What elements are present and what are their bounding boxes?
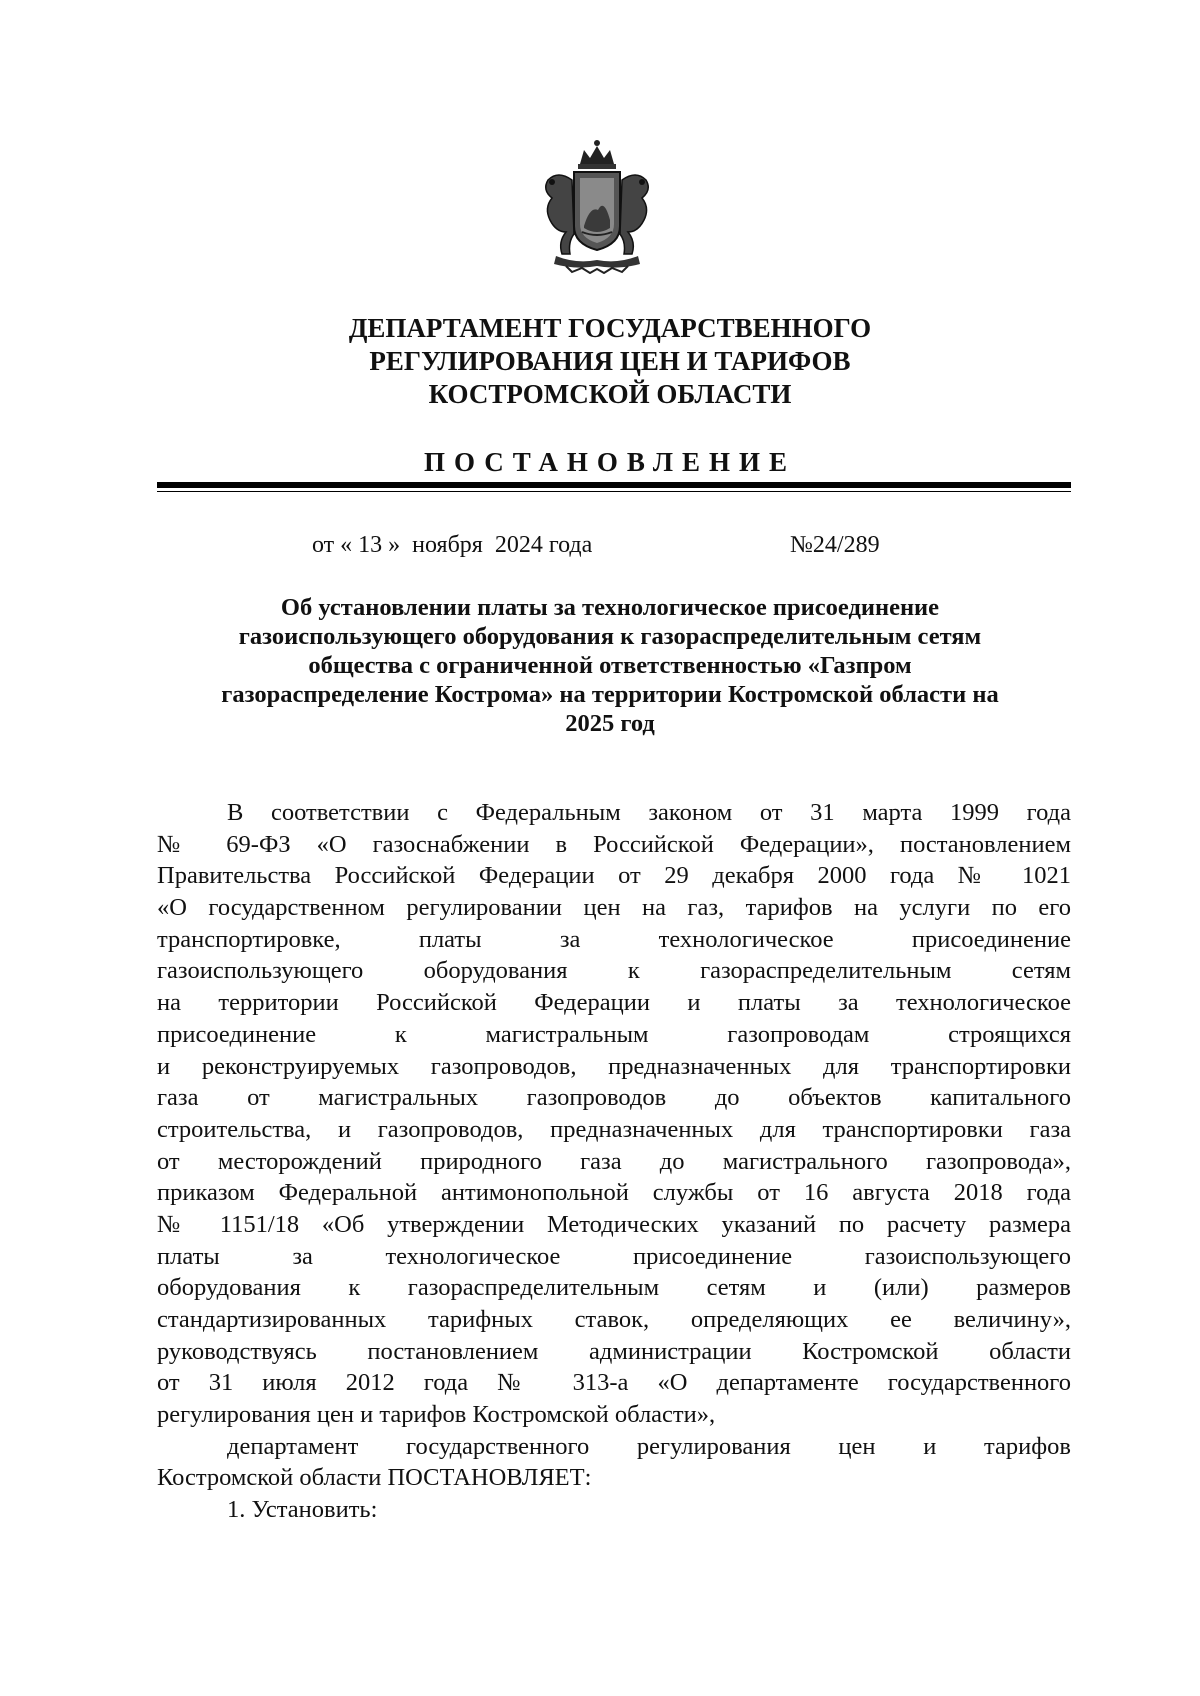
resolution-paragraph [157, 1431, 1071, 1494]
body-line: «О государственном регулировании цен на газ, тарифов на услуги по его [157, 894, 1071, 922]
document-type-heading: ПОСТАНОВЛЕНИЕ [423, 447, 797, 477]
body-line: газоиспользующего оборудования к газораспределительным сетям [157, 957, 1071, 985]
body-line: и реконструируемых газопроводов, предназначенных для транспортировки [157, 1052, 1071, 1080]
department-title-line: РЕГУЛИРОВАНИЯ ЦЕН И ТАРИФОВ [369, 346, 851, 376]
body-line: № 1151/18 «Об утверждении Методических указаний по расчету размера [157, 1210, 1071, 1238]
coat-of-arms-icon [532, 136, 662, 274]
body-line: стандартизированных тарифных ставок, определяющих ее величину», [157, 1306, 1071, 1333]
subject-line: газораспределение Кострома» на территории Костромской области на [221, 681, 999, 708]
preamble-paragraph [157, 797, 1071, 1431]
body-line: Правительства Российской Федерации от 29 декабря 2000 года № 1021 [157, 862, 1071, 890]
document-body [157, 797, 1071, 1526]
document-subject [150, 593, 1070, 738]
header-divider-thin [157, 491, 1071, 492]
department-title-line: ДЕПАРТАМЕНТ ГОСУДАРСТВЕННОГО [348, 313, 872, 343]
body-line: на территории Российской Федерации и платы за технологическое [157, 989, 1071, 1017]
body-line: транспортировке, платы за технологическое присоединение [157, 925, 1071, 953]
body-line: строительства, и газопроводов, предназначенных для транспортировки газа [157, 1115, 1071, 1143]
body-line: руководствуясь постановлением администрации Костромской области [157, 1337, 1071, 1365]
body-line: присоединение к магистральным газопроводам строящихся [157, 1020, 1071, 1048]
subject-line: Об установлении платы за технологическое присоединение [280, 594, 940, 621]
body-line: от 31 июля 2012 года № 313-а «О департаменте государственного [157, 1369, 1071, 1397]
document-number: №24/289 [790, 532, 880, 558]
body-line: департамент государственного регулирования цен и тарифов [227, 1432, 1071, 1460]
subject-line: общества с ограниченной ответственностью «Газпром [308, 652, 912, 679]
body-line: регулирования цен и тарифов Костромской области», [157, 1401, 716, 1429]
body-line: оборудования к газораспределительным сетям и (или) размеров [157, 1274, 1071, 1302]
body-line: Костромской области ПОСТАНОВЛЯЕТ: [157, 1464, 592, 1492]
body-line: платы за технологическое присоединение газоиспользующего [157, 1242, 1071, 1270]
department-title [150, 312, 1070, 411]
header-divider-thick [157, 482, 1071, 488]
body-line: от месторождений природного газа до магистрального газопровода», [157, 1147, 1071, 1175]
department-title-line: КОСТРОМСКОЙ ОБЛАСТИ [428, 379, 792, 409]
document-date: от « 13 » ноября 2024 года [312, 532, 593, 558]
body-line: приказом Федеральной антимонопольной службы от 16 августа 2018 года [157, 1179, 1071, 1207]
item-1: 1. Установить: [227, 1496, 378, 1524]
body-line: № 69-ФЗ «О газоснабжении в Российской Федерации», постановлением [157, 830, 1071, 858]
body-line: газа от магистральных газопроводов до объектов капитального [157, 1084, 1071, 1112]
subject-line: 2025 год [565, 710, 655, 737]
subject-line: газоиспользующего оборудования к газораспределительным сетям [238, 623, 982, 650]
body-line: В соответствии с Федеральным законом от 31 марта 1999 года [227, 799, 1071, 826]
